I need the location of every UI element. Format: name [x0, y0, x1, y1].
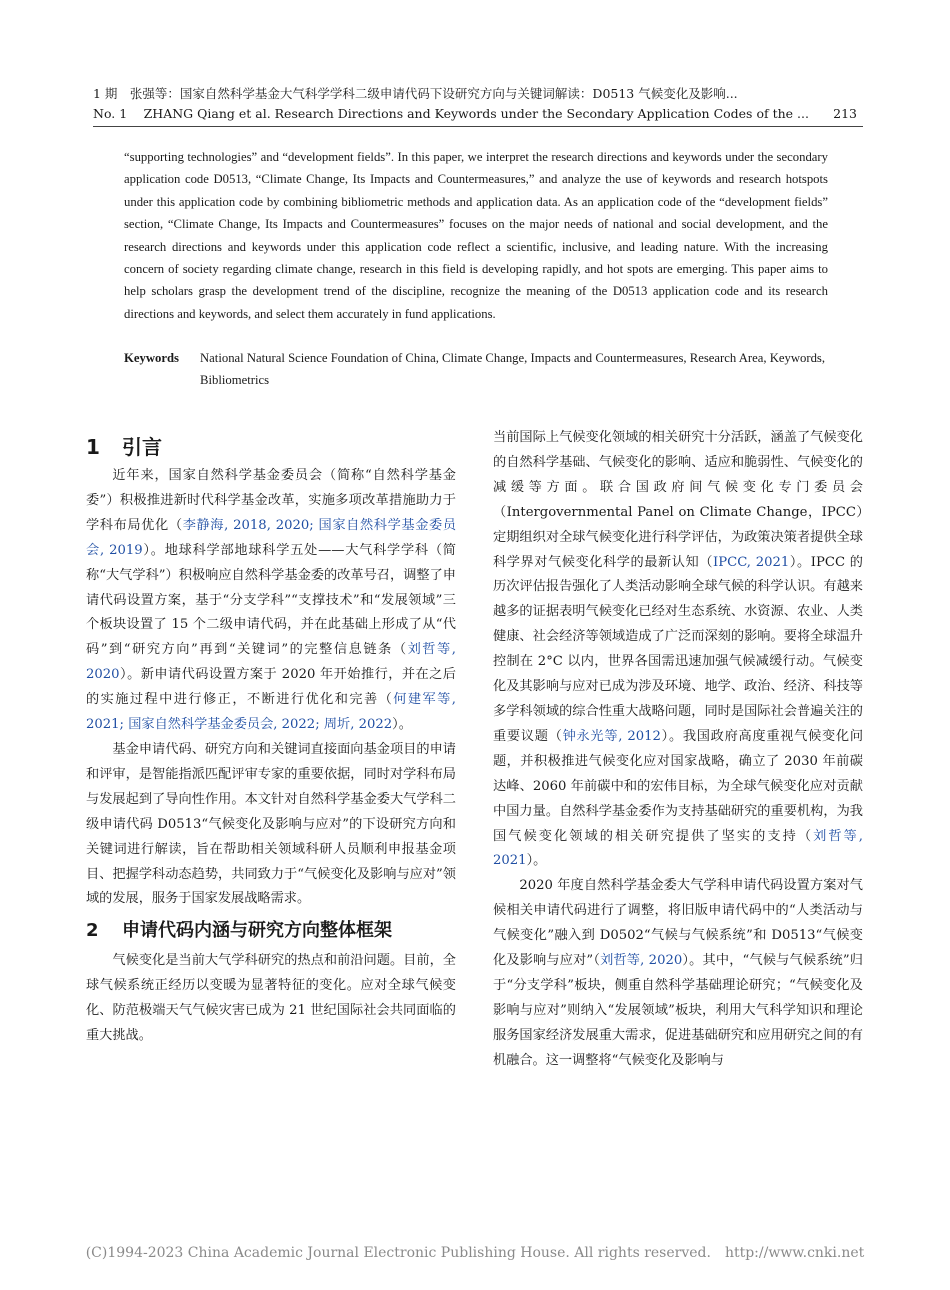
paragraph-text: ）。 — [392, 717, 412, 733]
running-header-chinese: 1 期 张强等：国家自然科学基金大气科学学科二级申请代码下设研究方向与关键词解读：D0513 气候变化及影响... — [93, 86, 738, 101]
running-header-english — [93, 104, 863, 123]
section-2-title: 申请代码内涵与研究方向整体框架 — [122, 920, 392, 942]
citation-link[interactable]: 钟永光等, 2012 — [562, 728, 661, 744]
right-column — [493, 426, 863, 1074]
paragraph-text: 当前国际上气候变化领域的相关研究十分活跃，涵盖了气候变化的自然科学基础、气候变化的影响、适应和脆弱性、气候变化的减缓等方面。联合国政府间气候变化专门委员会（Intergovernmental Panel on Climate Change，IPCC）定期组织对全球气候变化进行科学评估，为政策决策者提供全球科学界对气候变化科学的最新认知（ — [493, 430, 863, 570]
section-1-title: 引言 — [122, 435, 162, 459]
section-1-heading — [86, 432, 456, 462]
paragraph-text: 2020 年度自然科学基金委大气学科申请代码设置方案对气候相关申请代码进行了调整，将旧版申请代码中的“人类活动与气候变化”融入到 D0502“气候与气候系统”和 D0513“气候变化及影响与应对”（ — [493, 878, 863, 969]
citation-link[interactable]: 李静海, 2018, 2020; 国家自然科学基金委员会, 2019 — [86, 517, 457, 558]
paragraph-text: ）。 — [526, 853, 547, 869]
citation-link[interactable]: IPCC, 2021 — [713, 554, 790, 570]
paragraph-text: ）。新申请代码设置方案于 2020 年开始推行，并在之后的实施过程中进行修正，不断进行优化和完善（ — [86, 667, 456, 708]
paragraph-text: ）。其中，“气候与气候系统”归于“分支学科”板块，侧重自然科学基础理论研究；“气候变化及影响与应对”则纳入“发展领域”板块，利用大气科学知识和理论服务国家经济发展重大需求，促进基础研究和应用研究之间的有机融合。这一调整将“气候变化及影响与 — [493, 953, 863, 1068]
copyright-footer: (C)1994-2023 China Academic Journal Electronic Publishing House. All rights reserved. http://www.cnki.net — [85, 1245, 865, 1261]
section-2-heading — [86, 916, 456, 946]
keywords-text: National Natural Science Foundation of China, Climate Change, Impacts and Countermeasures, Research Area, Keywords, Bibliometrics — [200, 351, 826, 388]
keywords-block — [124, 347, 828, 392]
paragraph-section2-2 — [493, 874, 863, 1073]
citation-link[interactable]: 刘哲等, 2021 — [493, 828, 863, 869]
abstract — [124, 146, 828, 325]
left-column — [86, 432, 456, 1049]
header-divider — [93, 126, 863, 127]
paragraph-text: ）。我国政府高度重视气候变化问题，并积极推进气候变化应对国家战略，确立了 2030 年前碳达峰、2060 年前碳中和的宏伟目标，为全球气候变化应对贡献中国力量。自然科学基金委作为支持基础研究的重要机构，为我国气候变化领域的相关研究提供了坚实的支持（ — [493, 728, 864, 844]
running-header-english-text: No. 1 ZHANG Qiang et al. Research Directions and Keywords under the Secondary Application Codes of the ... — [93, 106, 809, 121]
paragraph-section2-continued — [493, 426, 863, 874]
page-number: 213 — [833, 106, 857, 121]
section-2-number: 2 — [86, 920, 99, 942]
citation-link[interactable]: 刘哲等, 2020 — [600, 953, 683, 969]
citation-link[interactable]: 何建军等, 2021; 国家自然科学基金委员会, 2022; 周圻, 2022 — [86, 692, 457, 733]
paragraph-intro-2: 基金申请代码、研究方向和关键词直接面向基金项目的申请和评审，是智能指派匹配评审专家的重要依据，同时对学科布局与发展起到了导向性作用。本文针对自然科学基金委大气学科二级申请代码 D0513“气候变化及影响与应对”的下设研究方向和关键词进行解读，旨在帮助相关领域科研人员顺利申报基金项目、把握学科动态趋势，共同致力于“气候变化及影响与应对”领域的发展，服务于国家发展战略需求。 — [86, 741, 456, 907]
keywords-label: Keywords — [124, 351, 179, 365]
paragraph-text: 近年来，国家自然科学基金委员会（简称“自然科学基金委”）积极推进新时代科学基金改革，实施多项改革措施助力于学科布局优化（ — [86, 468, 456, 533]
paragraph-text: ）。IPCC 的历次评估报告强化了人类活动影响全球气候的科学认识。有越来越多的证据表明气候变化已经对生态系统、水资源、农业、人类健康、社会经济等领域造成了广泛而深刻的影响。要将全球温升控制在 2°C 以内，世界各国需迅速加强气候减缓行动。气候变化及其影响与应对已成为涉及环境、地学、政治、经济、科技等多学科领域的综合性重大战略问题，同时是国际社会普遍关注的重要议题（ — [493, 554, 863, 744]
abstract-text: “supporting technologies” and “development fields”. In this paper, we interpret the research directions and keywords under the secondary application code D0513, “Climate Change, Its Impacts and Countermeasures,” and analyze the use of keywords and research hotspots under this application code by combining bibliometric methods and application data. As an application code of the “development fields” section, “Climate Change, Its Impacts and Countermeasures” focuses on the major needs of national and social development, and the research directions and keywords under this application code reflect a scientific, inclusive, and leading nature. With the increasing concern of society regarding climate change, research in this field is developing rapidly, and hot spots are emerging. This paper aims to help scholars grasp the development trend of the discipline, recognize the meaning of the D0513 application code and its research directions and keywords, and select them accurately in fund applications. — [124, 150, 828, 321]
section-1-number: 1 — [86, 435, 100, 459]
paragraph-text: ）。地球科学部地球科学五处——大气科学学科（简称“大气学科”）积极响应自然科学基金委的改革号召，调整了申请代码设置方案，基于“分支学科”“支撑技术”和“发展领域”三个板块设置了 15 个二级申请代码，并在此基础上形成了从“代码”到“研究方向”再到“关键词”的完整信息链条（ — [86, 542, 456, 658]
paragraph-section2-1: 气候变化是当前大气学科研究的热点和前沿问题。目前，全球气候系统正经历以变暖为显著特征的变化。应对全球气候变化、防范极端天气气候灾害已成为 21 世纪国际社会共同面临的重大挑战。 — [86, 953, 456, 1044]
paragraph-intro-1 — [86, 464, 456, 738]
citation-link[interactable]: 刘哲等, 2020 — [86, 642, 456, 683]
